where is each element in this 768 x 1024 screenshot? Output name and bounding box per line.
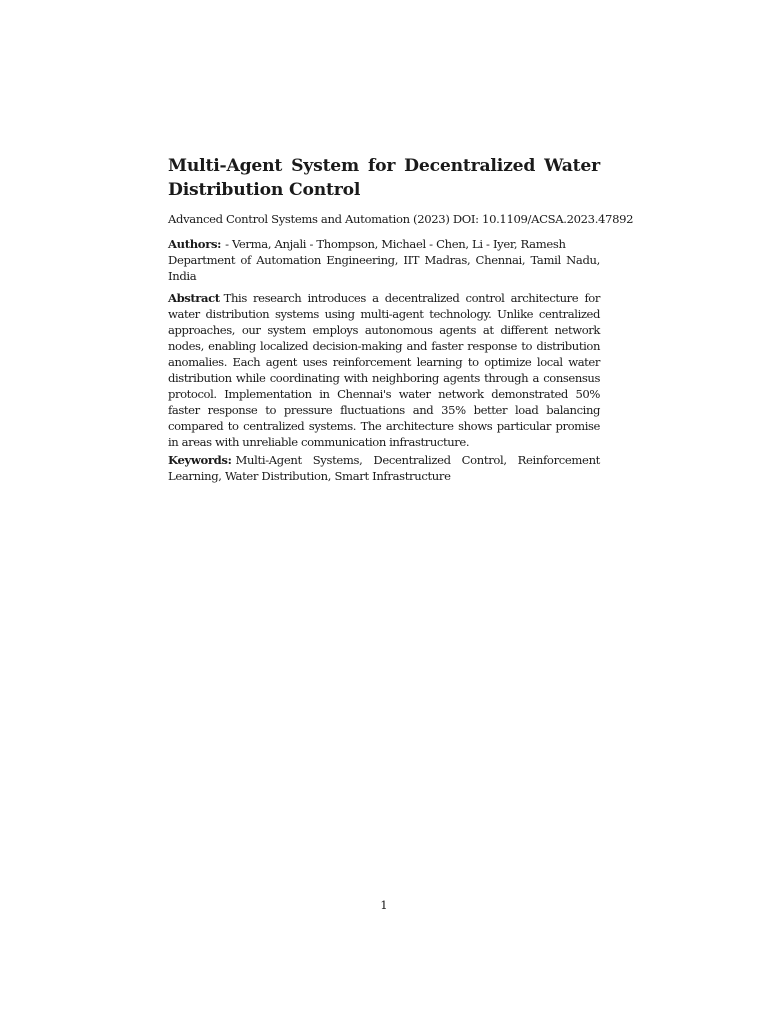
authors-block	[168, 236, 600, 284]
abstract-block	[168, 290, 600, 450]
page-number: 1	[380, 898, 388, 912]
paper-title: Multi-Agent System for Decentralized Water Distribution Control	[168, 156, 600, 200]
abstract-text: This research introduces a decentralized control architecture for water distribution systems using multi-agent technology. Unlike centralized approaches, our system employs autonomous agents at different network nodes, enabling localized decision-making and faster response to distribution anomalies. Each agent uses reinforcement learning to optimize local water distribution while coordinating with neighboring agents through a consensus protocol. Implementation in Chennai's water network demonstrated 50% faster response to pressure fluctuations and 35% better load balancing compared to centralized systems. The architecture shows particular promise in areas with unreliable communication infrastructure.	[168, 291, 600, 449]
authors-label: Authors:	[168, 237, 222, 251]
keywords-block	[168, 452, 600, 484]
venue-doi-line: Advanced Control Systems and Automation (2023) DOI: 10.1109/ACSA.2023.47892	[168, 212, 634, 226]
keywords-label: Keywords:	[168, 453, 232, 467]
authors-list: - Verma, Anjali - Thompson, Michael - Chen, Li - Iyer, Ramesh	[225, 237, 566, 251]
keywords-text: Multi-Agent Systems, Decentralized Control, Reinforcement Learning, Water Distribution, Smart Infrastructure	[168, 453, 600, 483]
abstract-label: Abstract	[168, 291, 220, 305]
affiliation: Department of Automation Engineering, IIT Madras, Chennai, Tamil Nadu, India	[168, 253, 600, 283]
paper-page	[168, 0, 634, 1024]
